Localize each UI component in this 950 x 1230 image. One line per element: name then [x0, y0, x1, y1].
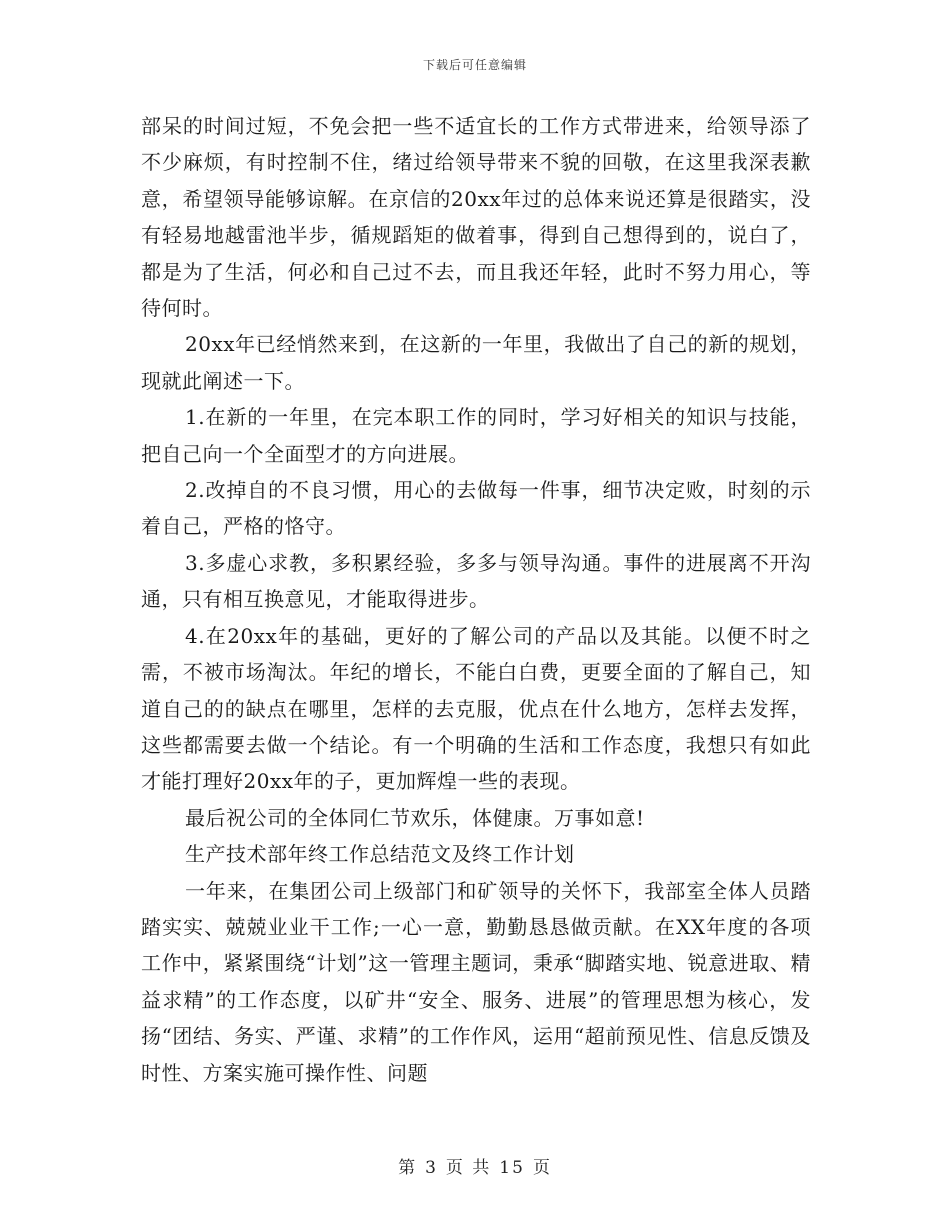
- page-header: 下载后可任意编辑: [422, 58, 527, 72]
- document-body: [141, 108, 811, 1091]
- footer-suffix: 页: [532, 1158, 552, 1178]
- footer-page-number: 3: [425, 1158, 438, 1178]
- paragraph-3: 一年来，在集团公司上级部门和矿领导的关怀下，我部室全体人员踏踏实实、兢兢业业干工作;一心一意，勤勤恳恳做贡献。在XX年度的各项工作中，紧紧围绕“计划”这一管理主题词，秉承“脚踏实地、锐意进取、精益求精”的工作态度，以矿井“安全、服务、进展”的管理思想为核心，发扬“团结、务实、严谨、求精”的工作作风，运用“超前预见性、信息反馈及时性、方案实施可操作性、问题: [141, 878, 811, 1085]
- section-title: 生产技术部年终工作总结范文及终工作计划: [185, 842, 575, 867]
- list-item-2: 2.改掉自的不良习惯，用心的去做每一件事，细节决定败，时刻的示着自己，严格的恪守。: [141, 478, 811, 539]
- list-item-1: 1.在新的一年里，在完本职工作的同时，学习好相关的知识与技能，把自己向一个全面型才的方向进展。: [141, 405, 811, 466]
- footer-prefix: 第: [398, 1158, 418, 1178]
- list-item-3: 3.多虚心求教，多积累经验，多多与领导沟通。事件的进展离不开沟通，只有相互换意见，才能取得进步。: [141, 550, 811, 612]
- footer-middle: 页 共: [445, 1158, 492, 1178]
- closing-wish: 最后祝公司的全体同仁节欢乐，体健康。万事如意!: [185, 805, 645, 830]
- footer-total-pages: 15: [499, 1158, 525, 1178]
- list-item-4: 4.在20xx年的基础，更好的了解公司的产品以及其能。以便不时之需，不被市场淘汰。年纪的增长，不能白白费，更要全面的了解自己，知道自己的的缺点在哪里，怎样的去克服，优点在什么地方，怎样去发挥，这些都需要去做一个结论。有一个明确的生活和工作态度，我想只有如此才能打理好20xx年的子，更加辉煌一些的表现。: [141, 623, 811, 794]
- paragraph-2: 20xx年已经悄然来到，在这新的一年里，我做出了自己的新的规划，现就此阐述一下。: [141, 332, 811, 393]
- paragraph-1: 部呆的时间过短，不免会把一些不适宜长的工作方式带进来，给领导添了不少麻烦，有时控制不住，绪过给领导带来不貌的回敬，在这里我深表歉意，希望领导能够谅解。在京信的20xx年过的总体来说还算是很踏实，没有轻易地越雷池半步，循规蹈矩的做着事，得到自己想得到的，说白了，都是为了生活，何必和自己过不去，而且我还年轻，此时不努力用心，等待何时。: [141, 114, 811, 321]
- page-footer: [0, 1153, 950, 1178]
